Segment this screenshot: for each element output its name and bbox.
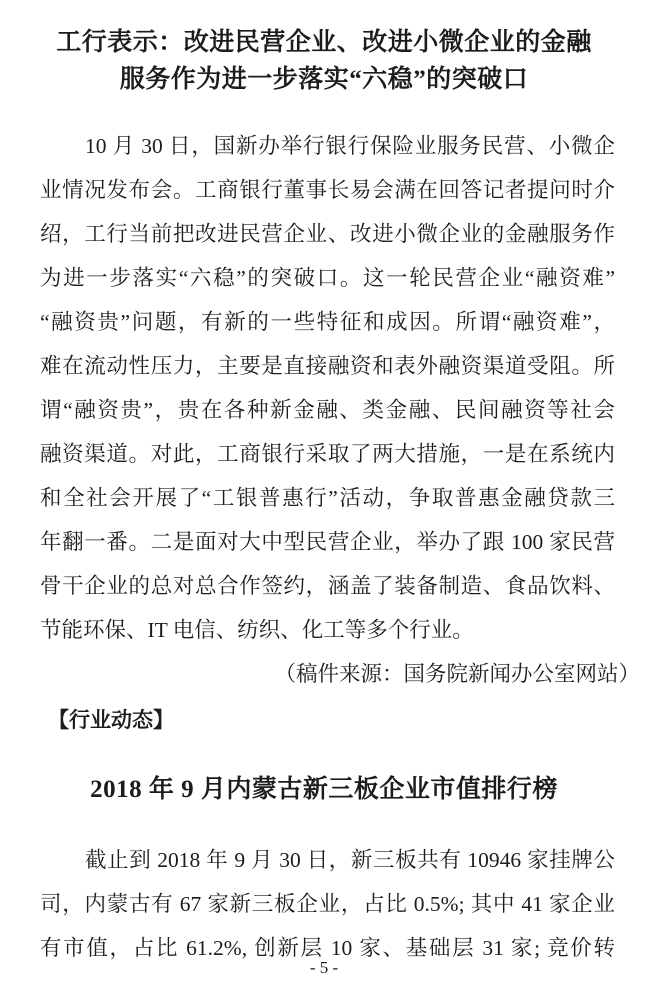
article2-body xyxy=(40,838,615,970)
paragraph-line: 谓“融资贵”，贵在各种新金融、类金融、民间融资等社会 xyxy=(40,398,615,422)
paragraph-line: 骨干企业的总对总合作签约，涵盖了装备制造、食品饮料、 xyxy=(40,574,615,598)
paragraph-line: 节能环保、IT 电信、纺织、化工等多个行业。 xyxy=(40,618,474,642)
article1-source-attribution: （稿件来源：国务院新闻办公室网站） xyxy=(274,662,640,686)
paragraph-line: 司，内蒙古有 67 家新三板企业，占比 0.5%; 其中 41 家企业 xyxy=(40,892,615,916)
paragraph-line: 绍，工行当前把改进民营企业、改进小微企业的金融服务作 xyxy=(40,222,615,246)
paragraph-line: 有市值，占比 61.2%, 创新层 10 家、基础层 31 家; 竞价转 xyxy=(40,936,615,960)
paragraph-line: 业情况发布会。工商银行董事长易会满在回答记者提问时介 xyxy=(40,178,615,202)
paragraph-line: 10 月 30 日，国新办举行银行保险业服务民营、小微企 xyxy=(85,134,615,158)
paragraph-line: 年翻一番。二是面对大中型民营企业，举办了跟 100 家民营 xyxy=(40,530,615,554)
paragraph-line: 为进一步落实“六稳”的突破口。这一轮民营企业“融资难” xyxy=(40,266,615,290)
paragraph-line: 和全社会开展了“工银普惠行”活动，争取普惠金融贷款三 xyxy=(40,486,615,510)
article1-title-line2: 服务作为进一步落实“六稳”的突破口 xyxy=(119,66,529,93)
article1-body xyxy=(40,124,615,652)
page-number: - 5 - xyxy=(309,958,339,977)
section-header-industry-news: 【行业动态】 xyxy=(48,709,174,732)
article2-title: 2018 年 9 月内蒙古新三板企业市值排行榜 xyxy=(90,776,558,803)
paragraph-line: 难在流动性压力，主要是直接融资和表外融资渠道受阻。所 xyxy=(40,354,615,378)
paragraph-line: “融资贵”问题，有新的一些特征和成因。所谓“融资难”， xyxy=(40,310,615,334)
article1-title-line1: 工行表示：改进民营企业、改进小微企业的金融 xyxy=(56,29,592,56)
paragraph-line: 截止到 2018 年 9 月 30 日，新三板共有 10946 家挂牌公 xyxy=(85,848,615,872)
article1-title xyxy=(34,24,614,98)
paragraph-line: 融资渠道。对此，工商银行采取了两大措施，一是在系统内 xyxy=(40,442,615,466)
